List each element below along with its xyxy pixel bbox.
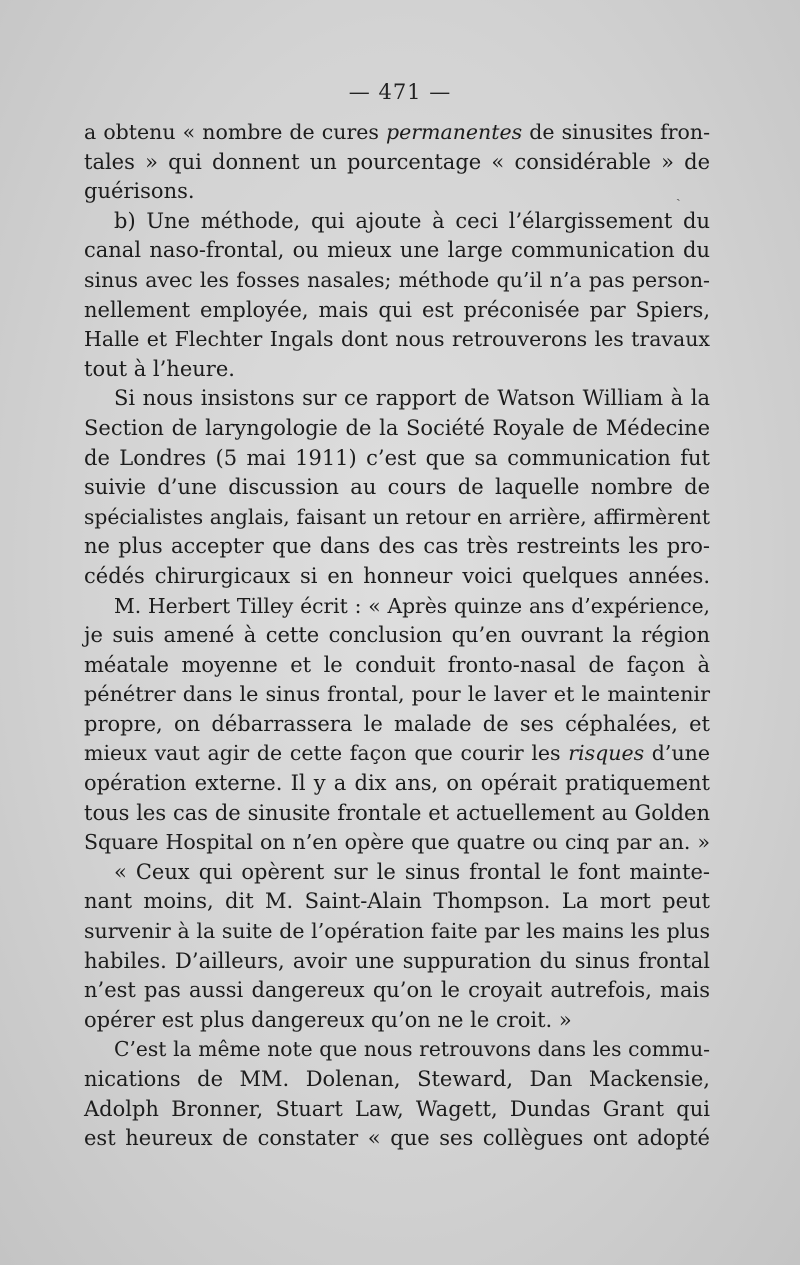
line-text: tous les cas de sinusite frontale et actuellement au Golden: [84, 800, 710, 825]
line-text: canal naso-frontal, ou mieux une large communication du: [84, 238, 710, 263]
line-text: guérisons.: [84, 179, 195, 204]
line-text: opération externe. Il y a dix ans, on opérait pratiquement: [84, 771, 710, 796]
text-line: [84, 1124, 710, 1154]
line-text: pénétrer dans le sinus frontal, pour le laver et le maintenir: [84, 682, 710, 707]
line-text: spécialistes anglais, faisant un retour en arrière, affirmèrent: [84, 504, 710, 529]
text-line: [84, 710, 710, 740]
text-line: [84, 621, 710, 651]
text-line: [84, 503, 710, 533]
line-text: de Londres (5 mai 1911) c’est que sa communication fut: [84, 445, 710, 470]
page-number: — 471 —: [348, 80, 452, 104]
line-text: C’est la même note que nous retrouvons dans les commu-: [114, 1037, 710, 1062]
text-line: [84, 887, 710, 917]
line-text: « Ceux qui opèrent sur le sinus frontal le font mainte-: [114, 859, 710, 884]
text-line: [84, 976, 710, 1006]
text-line: [84, 148, 710, 178]
text-line: [84, 769, 710, 799]
text-line: [84, 384, 710, 414]
text-line: [84, 355, 710, 385]
line-text: sinus avec les fosses nasales; méthode qu’il n’a pas person-: [84, 267, 710, 292]
line-text: nellement employée, mais qui est préconisée par Spiers,: [84, 297, 710, 322]
text-line: [84, 296, 710, 326]
text-line: [84, 444, 710, 474]
text-line: [84, 651, 710, 681]
text-line: [84, 532, 710, 562]
emphasis-text: permanentes: [386, 120, 523, 144]
line-text: Halle et Flechter Ingals dont nous retrouverons les travaux: [84, 327, 710, 352]
text-line: [84, 680, 710, 710]
line-text: tales » qui donnent un pourcentage « considérable » de: [84, 149, 710, 174]
margin-mark: ˏ: [676, 186, 681, 202]
text-line: [84, 562, 710, 592]
line-text: nications de MM. Dolenan, Steward, Dan Mackensie,: [84, 1067, 710, 1091]
line-text: je suis amené à cette conclusion qu’en ouvrant la région: [84, 623, 710, 648]
line-text: habiles. D’ailleurs, avoir une suppuration du sinus frontal: [84, 948, 710, 973]
text-line: [84, 1065, 710, 1095]
line-text: opérer est plus dangereux qu’on ne le croit. »: [84, 1007, 572, 1032]
line-text: cédés chirurgicaux si en honneur voici quelques années.: [84, 563, 710, 588]
line-text: Si nous insistons sur ce rapport de Watson William à la: [114, 386, 710, 411]
line-text: b) Une méthode, qui ajoute à ceci l’élargissement du: [114, 208, 710, 233]
body-text: [84, 118, 710, 1154]
text-line: [84, 1095, 710, 1125]
text-line: [84, 917, 710, 947]
text-line: [84, 1035, 710, 1065]
line-text: a obtenu « nombre de cures: [84, 120, 386, 144]
text-line: [84, 236, 710, 266]
text-line: [84, 799, 710, 829]
line-text: survenir à la suite de l’opération faite par les mains les plus: [84, 919, 710, 944]
text-line: [84, 1006, 710, 1036]
text-line: [84, 858, 710, 888]
text-line: [84, 473, 710, 503]
text-line: [84, 118, 710, 148]
line-text: nant moins, dit M. Saint-Alain Thompson. La mort peut: [84, 889, 710, 914]
line-text: est heureux de constater « que ses collègues ont adopté: [84, 1126, 710, 1151]
line-text: tout à l’heure.: [84, 356, 235, 381]
emphasis-text: risques: [568, 741, 645, 766]
line-text: n’est pas aussi dangereux qu’on le croyait autrefois, mais: [84, 978, 710, 1003]
line-text: suivie d’une discussion au cours de laquelle nombre de: [84, 475, 710, 500]
line-text: Adolph Bronner, Stuart Law, Wagett, Dundas Grant qui: [84, 1096, 710, 1121]
line-text: mieux vaut agir de cette façon que courir les: [84, 741, 569, 766]
line-text-after: de sinusites fron-: [522, 120, 710, 144]
text-line: [84, 947, 710, 977]
text-line: [84, 266, 710, 296]
line-text: ne plus accepter que dans des cas très restreints les pro-: [84, 534, 710, 559]
text-line: [84, 592, 710, 622]
line-text: Square Hospital on n’en opère que quatre ou cinq par an. »: [84, 830, 710, 855]
text-line: [84, 177, 710, 207]
line-text: propre, on débarrassera le malade de ses céphalées, et: [84, 711, 710, 736]
text-line: [84, 828, 710, 858]
line-text: méatale moyenne et le conduit fronto-nasal de façon à: [84, 652, 710, 677]
line-text: Section de laryngologie de la Société Royale de Médecine: [84, 415, 710, 440]
line-text: M. Herbert Tilley écrit : « Après quinze ans d’expérience,: [114, 593, 710, 618]
text-line: [84, 325, 710, 355]
text-line: [84, 414, 710, 444]
line-text-after: d’une: [644, 741, 710, 766]
text-line: [84, 207, 710, 237]
text-line: [84, 739, 710, 769]
